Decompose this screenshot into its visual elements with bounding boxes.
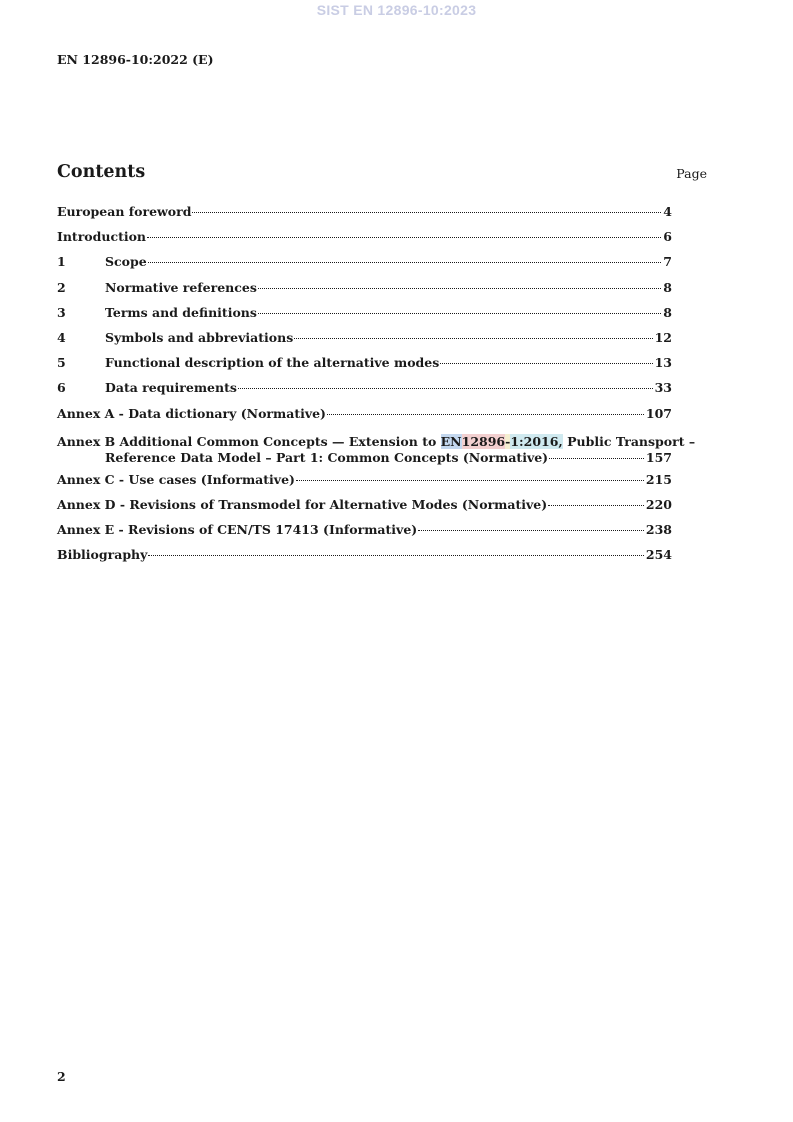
dot-leader bbox=[327, 414, 644, 415]
toc-entry-page: 220 bbox=[645, 496, 672, 512]
toc-entry-page: 238 bbox=[645, 522, 672, 538]
toc-entry-page: 13 bbox=[654, 355, 672, 371]
table-of-contents bbox=[57, 204, 696, 572]
toc-entry-title: Annex A - Data dictionary (Normative) bbox=[57, 405, 326, 421]
toc-entry-normative-references[interactable] bbox=[57, 280, 672, 305]
toc-entry-number: 3 bbox=[57, 304, 66, 320]
toc-entry-number: 6 bbox=[57, 380, 66, 396]
annex-b-suffix: Public Transport – bbox=[562, 433, 696, 449]
annex-b-prefix: Annex B Additional Common Concepts — Extension to bbox=[57, 433, 441, 449]
dot-leader bbox=[258, 313, 661, 314]
toc-entry-annex-d[interactable] bbox=[57, 497, 672, 522]
toc-entry-page: 12 bbox=[654, 329, 672, 345]
toc-entry-page: 157 bbox=[645, 450, 672, 466]
toc-entry-functional-description[interactable] bbox=[57, 355, 672, 380]
ref-highlight-en: EN bbox=[440, 433, 462, 449]
toc-entry-page: 8 bbox=[663, 279, 672, 295]
toc-entry-bibliography[interactable] bbox=[57, 547, 672, 572]
toc-entry-title: Scope bbox=[105, 254, 147, 270]
toc-entry-title: Terms and definitions bbox=[105, 304, 257, 320]
toc-entry-page: 6 bbox=[663, 229, 672, 245]
toc-entry-number: 1 bbox=[57, 254, 66, 270]
ref-highlight-number: 12896 bbox=[461, 433, 506, 449]
toc-entry-number: 5 bbox=[57, 355, 66, 371]
toc-entry-annex-c[interactable] bbox=[57, 472, 672, 497]
dot-leader bbox=[440, 363, 652, 364]
toc-entry-title: Normative references bbox=[105, 279, 257, 295]
toc-entry-number: 2 bbox=[57, 279, 66, 295]
toc-entry-page: 8 bbox=[663, 304, 672, 320]
dot-leader bbox=[147, 237, 661, 238]
dot-leader bbox=[148, 555, 644, 556]
toc-entry-annex-a[interactable] bbox=[57, 406, 672, 431]
toc-entry-symbols-abbreviations[interactable] bbox=[57, 330, 672, 355]
toc-entry-page: 33 bbox=[654, 380, 672, 396]
toc-entry-title: Annex D - Revisions of Transmodel for Alternative Modes (Normative) bbox=[57, 496, 548, 512]
toc-entry-page: 4 bbox=[663, 204, 672, 219]
dot-leader bbox=[296, 480, 644, 481]
toc-entry-number: 4 bbox=[57, 329, 66, 345]
dot-leader bbox=[418, 530, 644, 531]
watermark: SIST EN 12896-10:2023 bbox=[316, 2, 477, 18]
toc-entry-page: 254 bbox=[645, 547, 672, 563]
ref-highlight-dash: - bbox=[505, 433, 511, 449]
toc-entry-annex-b[interactable] bbox=[57, 433, 696, 467]
contents-title: Contents bbox=[57, 162, 146, 182]
dot-leader bbox=[294, 338, 652, 339]
page-number: 2 bbox=[57, 1069, 66, 1084]
dot-leader bbox=[548, 505, 644, 506]
page-column-label: Page bbox=[676, 166, 707, 181]
toc-entry-title: Annex E - Revisions of CEN/TS 17413 (Informative) bbox=[57, 522, 418, 538]
document-id: EN 12896-10:2022 (E) bbox=[57, 52, 214, 67]
toc-entry-title: Introduction bbox=[57, 229, 147, 245]
contents-header bbox=[57, 162, 707, 186]
toc-entry-title: Data requirements bbox=[105, 380, 237, 396]
toc-entry-data-requirements[interactable] bbox=[57, 380, 672, 405]
toc-entry-title: Symbols and abbreviations bbox=[105, 329, 294, 345]
toc-entry-page: 215 bbox=[645, 471, 672, 487]
dot-leader bbox=[549, 458, 644, 459]
toc-entry-annex-e[interactable] bbox=[57, 522, 672, 547]
toc-entry-introduction[interactable] bbox=[57, 229, 672, 254]
toc-entry-page: 107 bbox=[645, 405, 672, 421]
toc-entry-title: Bibliography bbox=[57, 547, 148, 563]
ref-highlight-part: 1:2016, bbox=[510, 433, 563, 449]
dot-leader bbox=[192, 212, 661, 213]
dot-leader bbox=[238, 388, 653, 389]
toc-entry-scope[interactable] bbox=[57, 254, 672, 279]
dot-leader bbox=[258, 288, 661, 289]
toc-entry-title: Reference Data Model – Part 1: Common Concepts (Normative) bbox=[105, 450, 549, 466]
toc-entry-title: Functional description of the alternative modes bbox=[105, 355, 440, 371]
toc-entry-title-line2 bbox=[57, 450, 672, 467]
toc-entry-title-line1 bbox=[57, 433, 696, 451]
toc-entry-european-foreword[interactable] bbox=[57, 204, 672, 229]
dot-leader bbox=[148, 262, 662, 263]
toc-entry-title: European foreword bbox=[57, 204, 192, 219]
toc-entry-title: Annex C - Use cases (Informative) bbox=[57, 471, 295, 487]
toc-entry-terms-definitions[interactable] bbox=[57, 305, 672, 330]
toc-entry-page: 7 bbox=[663, 254, 672, 270]
